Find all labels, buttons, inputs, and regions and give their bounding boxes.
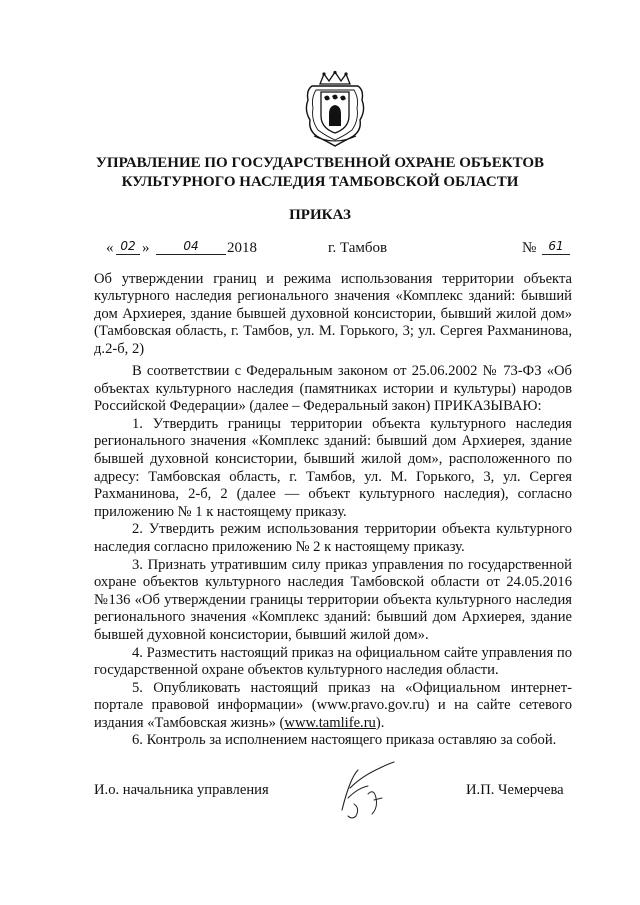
document-type: ПРИКАЗ: [289, 207, 351, 223]
item-1: 1. Утвердить границы территории объекта культурного наследия регионального значения «Комплекс зданий: бывший дом Архиерея, здание бывшей духовной консистории, бывший жилой дом», расположенного по адресу: Тамбовская область, г. Тамбов, ул. М. Горького, 3, ул. Сергея Рахманинова, 2-б, 2 (далее — объект культурного наследия), согласно приложению № 1 к настоящему приказу.: [94, 415, 572, 520]
order-meta: [106, 240, 576, 262]
order-subject: Об утверждении границ и режима использования территории объекта культурного наследия регионального значения «Комплекс зданий: бывший дом Архиерея, здание бывшей духовной консистории, бывший жилой дом» (Тамбовская область, г. Тамбов, ул. М. Горького, 3; ул. Сергея Рахманинова, д.2-б, 2): [94, 271, 572, 357]
date-month: 04: [156, 239, 226, 255]
item-3: 3. Признать утратившим силу приказ управления по государственной охране объектов культурного наследия Тамбовской области от 24.05.2016 №136 «Об утверждении границы территории объекта культурного наследия регионального значения «Комплекс зданий: бывший дом Архиерея, здание бывшей духовной консистории, бывший жилой дом».: [94, 556, 572, 643]
organization-name-line-1: УПРАВЛЕНИЕ ПО ГОСУДАРСТВЕННОЙ ОХРАНЕ ОБЪЕКТОВ: [95, 155, 545, 171]
item-5-text: 5. Опубликовать настоящий приказ на «Официальном интернет-портале правовой информации» (www.pravo.gov.ru) и на сайте сетевого издания «Тамбовская жизнь» (: [94, 679, 572, 731]
order-number-label: №: [522, 240, 537, 256]
order-body: [94, 363, 572, 750]
handwritten-signature-icon: [328, 758, 408, 828]
item-5: [94, 680, 572, 733]
organization-name-line-2: КУЛЬТУРНОГО НАСЛЕДИЯ ТАМБОВСКОЙ ОБЛАСТИ: [121, 174, 519, 190]
tamlife-link[interactable]: www.tamlife.ru: [284, 714, 376, 731]
date-year: 2018: [227, 240, 257, 256]
date-quote-open: «: [106, 240, 114, 256]
item-6: 6. Контроль за исполнением настоящего приказа оставляю за собой.: [132, 732, 557, 749]
tambov-coat-of-arms-icon: [302, 70, 368, 148]
signer-position: И.о. начальника управления: [94, 782, 269, 798]
item-2: 2. Утвердить режим использования территории объекта культурного наследия согласно приложению № 2 к настоящему приказу.: [94, 521, 572, 555]
signer-name: И.П. Чемерчева: [466, 782, 564, 798]
preamble-paragraph: В соответствии с Федеральным законом от 25.06.2002 № 73-ФЗ «Об объектах культурного наследия (памятниках истории и культуры) народов Российской Федерации» (далее – Федеральный закон) ПРИКАЗЫВАЮ:: [94, 363, 572, 415]
organization-name: [40, 154, 600, 192]
date-quote-close: »: [142, 240, 150, 256]
item-5-tail: ).: [375, 714, 385, 731]
city: г. Тамбов: [328, 240, 388, 256]
order-number: 61: [542, 239, 570, 255]
item-4: 4. Разместить настоящий приказ на официальном сайте управления по государственной охране объектов культурного наследия области.: [94, 644, 572, 679]
date-day: 02: [116, 239, 140, 255]
